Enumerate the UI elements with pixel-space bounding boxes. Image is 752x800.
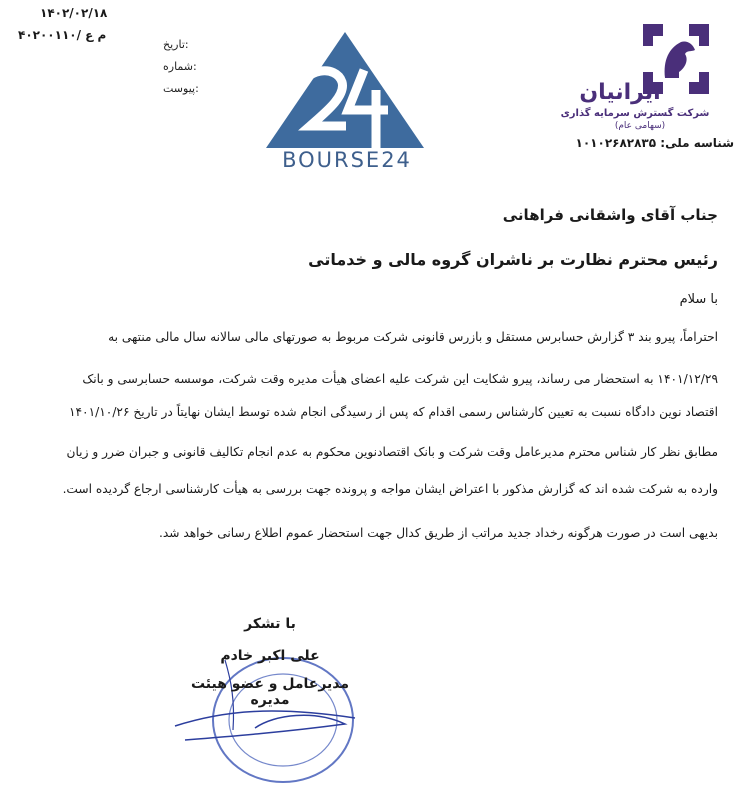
attachment-label: پیوست: (163, 82, 199, 95)
date-label: تاریخ: (163, 38, 189, 51)
paragraph-line: بدیهی است در صورت هرگونه رخداد جدید مراتب از طریق کدال جهت استحضار عموم اطلاع رسانی خواهد شد. (158, 526, 718, 540)
bourse24-wordmark: BOURSE24 (282, 148, 412, 172)
paragraph-line: اقتصاد نوین دادگاه نسبت به تعیین کارشناس رسمی اقدام که پس از رسیدگی انجام شده توسط ایشان نهایتاً در تاریخ ۱۴۰۱/۱۰/۲۶ (68, 405, 718, 419)
number-label: شماره: (163, 60, 197, 73)
greeting: با سلام (679, 292, 718, 307)
paragraph-line: وارده به شرکت شده اند که گزارش مذکور با اعتراض ایشان مواجه و پرونده جهت بررسی به هیأت کارشناسی ارجاع گردیده است. (62, 482, 718, 496)
recipient-name: جناب آقای واشقانی فراهانی (502, 206, 718, 224)
paragraph-line: احتراماً، پیرو بند ۳ گزارش حسابرس مستقل و بازرس قانونی شرکت مربوط به صورتهای مالی سالانه سال مالی منتهی به (108, 330, 718, 344)
national-id: شناسه ملی: ۱۰۱۰۲۶۸۲۸۳۵ (575, 136, 734, 150)
signature-thanks: با تشکر (244, 616, 296, 632)
iranian-company-name: ایرانیان (579, 80, 661, 105)
iranian-company-subtitle: شرکت گسترش سرمایه گذاری (560, 108, 710, 119)
company-stamp-icon (165, 640, 375, 800)
recipient-title: رئیس محترم نظارت بر ناشران گروه مالی و خدماتی (308, 250, 718, 269)
signatory-name: علی اکبر خادم (220, 648, 320, 664)
letter-date: ۱۴۰۲/۰۲/۱۸ (40, 6, 108, 20)
paragraph-line: ۱۴۰۱/۱۲/۲۹ به استحضار می رساند، پیرو شکایت این شرکت علیه اعضای هیأت مدیره وقت شرکت، موسسه حسابرسی و بانک (82, 372, 718, 386)
letter-reference: ۴۰۲۰۰۱۱۰/ م ع (18, 28, 107, 42)
iranian-company-type: (سهامی عام) (614, 121, 666, 131)
paragraph-line: مطابق نظر کار شناس محترم مدیرعامل وقت شرکت و بانک اقتصادنوین محکوم به عدم انجام تکالیف قانونی و جبران ضرر و زیان (66, 445, 718, 459)
signatory-title: مدیرعامل و عضو هیئت مدیره (190, 676, 350, 708)
